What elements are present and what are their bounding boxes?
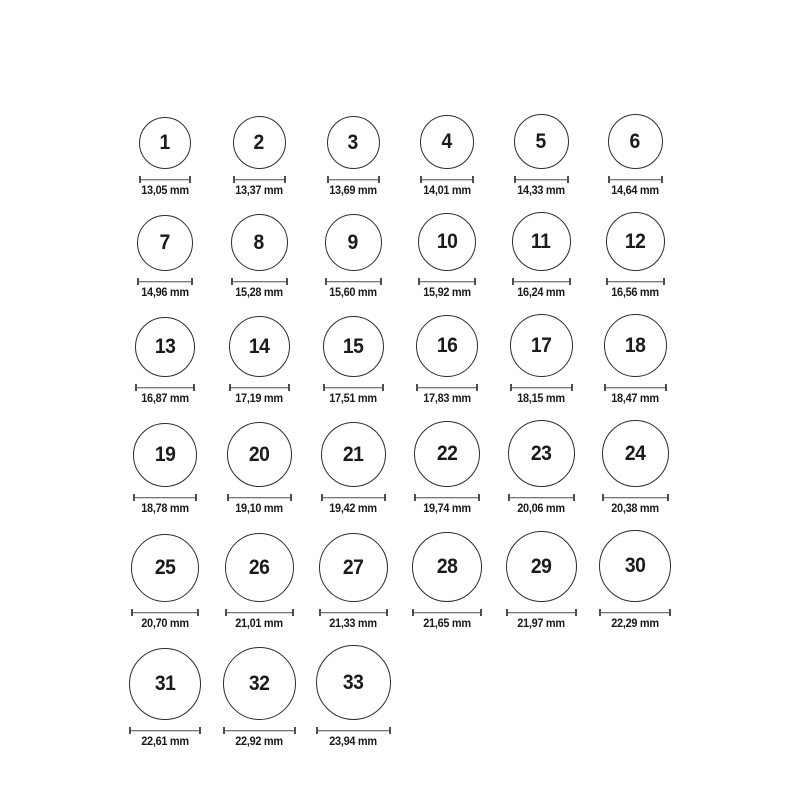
ring-size-cell: [319, 533, 388, 630]
ring-size-cell: [316, 645, 391, 748]
diameter-ruler-icon: [514, 176, 569, 183]
ring-size-number: 26: [248, 555, 270, 579]
ring-size-cell: [416, 315, 478, 405]
ring-size-number: 22: [436, 442, 458, 465]
ring-size-number: 4: [441, 130, 453, 153]
ring-size-cell: [233, 116, 286, 197]
ring-size-cell: [137, 215, 193, 299]
ring-size-number: 23: [530, 441, 552, 465]
ring-size-cell: [508, 420, 575, 515]
diameter-ruler-icon: [131, 609, 199, 616]
diameter-label: 14,33 mm: [517, 185, 565, 197]
ring-size-number: 17: [530, 333, 552, 357]
ring-size-number: 28: [436, 555, 458, 578]
ring-circle: [412, 532, 482, 602]
diameter-ruler-icon: [416, 384, 478, 391]
diameter-ruler-icon: [229, 384, 290, 391]
ring-circle: [319, 533, 388, 602]
diameter-ruler-icon: [420, 176, 474, 183]
diameter-label: 13,69 mm: [329, 185, 377, 197]
ring-size-number: 14: [248, 334, 270, 358]
ring-size-number: 13: [154, 335, 176, 358]
diameter-label: 16,87 mm: [141, 393, 189, 405]
ring-size-cell: [325, 214, 382, 299]
ring-size-cell: [412, 532, 482, 630]
ring-size-number: 29: [530, 554, 552, 578]
diameter-ruler-icon: [602, 494, 669, 501]
diameter-ruler-icon: [319, 609, 388, 616]
ring-size-number: 2: [253, 130, 265, 154]
diameter-label: 17,19 mm: [235, 393, 283, 405]
diameter-label: 21,97 mm: [517, 618, 565, 630]
ring-size-number: 24: [624, 441, 646, 465]
diameter-label: 17,83 mm: [423, 393, 471, 405]
diameter-ruler-icon: [316, 727, 391, 734]
diameter-ruler-icon: [321, 494, 386, 501]
ring-circle: [508, 420, 575, 487]
ring-circle: [129, 648, 201, 720]
diameter-label: 22,61 mm: [141, 736, 189, 748]
diameter-ruler-icon: [418, 278, 476, 285]
ring-circle: [137, 215, 193, 271]
diameter-label: 20,38 mm: [611, 503, 659, 515]
diameter-ruler-icon: [604, 384, 667, 391]
ring-size-number: 9: [347, 230, 359, 254]
diameter-label: 16,24 mm: [517, 287, 565, 299]
ring-size-number: 19: [154, 443, 176, 466]
ring-size-number: 27: [342, 555, 364, 579]
ring-size-cell: [602, 420, 669, 515]
ring-size-cell: [229, 316, 290, 405]
diameter-label: 21,33 mm: [329, 618, 377, 630]
ring-size-number: 11: [531, 229, 551, 253]
diameter-label: 15,92 mm: [423, 287, 471, 299]
diameter-label: 15,60 mm: [329, 287, 377, 299]
ring-size-number: 18: [624, 333, 646, 357]
diameter-ruler-icon: [227, 494, 292, 501]
diameter-ruler-icon: [233, 176, 286, 183]
ring-circle: [602, 420, 669, 487]
diameter-ruler-icon: [510, 384, 573, 391]
ring-circle: [231, 214, 288, 271]
diameter-ruler-icon: [512, 278, 571, 285]
ring-size-number: 30: [624, 554, 646, 577]
ring-circle: [223, 647, 296, 720]
diameter-ruler-icon: [133, 494, 197, 501]
diameter-label: 20,06 mm: [517, 503, 565, 515]
ring-circle: [418, 213, 476, 271]
diameter-ruler-icon: [506, 609, 577, 616]
diameter-label: 18,47 mm: [611, 393, 659, 405]
ring-size-number: 20: [248, 442, 270, 466]
ring-circle: [233, 116, 286, 169]
ring-size-number: 31: [154, 672, 176, 695]
diameter-ruler-icon: [608, 176, 663, 183]
ring-circle: [323, 316, 384, 377]
ring-size-number: 25: [154, 556, 176, 579]
ring-size-cell: [606, 212, 665, 299]
diameter-ruler-icon: [414, 494, 480, 501]
diameter-label: 13,37 mm: [235, 185, 283, 197]
diameter-label: 19,10 mm: [235, 503, 283, 515]
ring-circle: [227, 422, 292, 487]
ring-size-number: 3: [347, 130, 359, 154]
diameter-label: 22,29 mm: [611, 618, 659, 630]
diameter-label: 19,42 mm: [329, 503, 377, 515]
ring-circle: [514, 114, 569, 169]
ring-size-number: 32: [248, 671, 270, 695]
ring-size-cell: [506, 531, 577, 630]
diameter-ruler-icon: [327, 176, 380, 183]
ring-size-number: 10: [436, 230, 458, 253]
ring-circle: [506, 531, 577, 602]
ring-size-cell: [327, 116, 380, 197]
diameter-ruler-icon: [412, 609, 482, 616]
ring-circle: [416, 315, 478, 377]
diameter-ruler-icon: [225, 609, 294, 616]
ring-circle: [135, 317, 195, 377]
ring-size-number: 16: [436, 334, 458, 357]
diameter-label: 14,64 mm: [611, 185, 659, 197]
ring-size-cell: [510, 314, 573, 405]
ring-size-cell: [135, 317, 195, 405]
ring-size-cell: [321, 422, 386, 515]
ring-size-number: 7: [159, 231, 171, 254]
ring-circle: [327, 116, 380, 169]
diameter-label: 21,01 mm: [235, 618, 283, 630]
diameter-ruler-icon: [325, 278, 382, 285]
ring-size-cell: [512, 212, 571, 299]
diameter-label: 15,28 mm: [235, 287, 283, 299]
diameter-label: 22,92 mm: [235, 736, 283, 748]
diameter-label: 19,74 mm: [423, 503, 471, 515]
ring-size-cell: [414, 421, 480, 515]
ring-size-cell: [133, 423, 197, 515]
diameter-label: 23,94 mm: [329, 736, 377, 748]
diameter-label: 13,05 mm: [141, 185, 189, 197]
ring-circle: [606, 212, 665, 271]
ring-circle: [512, 212, 571, 271]
ring-circle: [420, 115, 474, 169]
ring-size-cell: [225, 533, 294, 630]
diameter-label: 14,96 mm: [141, 287, 189, 299]
ring-size-number: 6: [629, 129, 641, 153]
ring-size-number: 12: [624, 229, 646, 253]
diameter-ruler-icon: [508, 494, 575, 501]
ring-circle: [139, 117, 191, 169]
diameter-ruler-icon: [129, 727, 201, 734]
diameter-ruler-icon: [135, 384, 195, 391]
ring-size-number: 5: [535, 129, 547, 153]
ring-size-number: 15: [342, 334, 364, 358]
ring-circle: [510, 314, 573, 377]
ring-circle: [604, 314, 667, 377]
ring-circle: [316, 645, 391, 720]
ring-size-cell: [418, 213, 476, 299]
diameter-ruler-icon: [137, 278, 193, 285]
ring-size-number: 1: [159, 131, 171, 154]
ring-size-cell: [231, 214, 288, 299]
ring-size-number: 33: [342, 670, 364, 694]
diameter-ruler-icon: [231, 278, 288, 285]
ring-circle: [325, 214, 382, 271]
ring-size-cell: [514, 114, 569, 197]
ring-size-cell: [227, 422, 292, 515]
ring-circle: [321, 422, 386, 487]
ring-size-cell: [608, 114, 663, 197]
diameter-label: 16,56 mm: [611, 287, 659, 299]
ring-circle: [225, 533, 294, 602]
ring-size-cell: [139, 117, 191, 197]
ring-circle: [599, 530, 671, 602]
ring-size-cell: [223, 647, 296, 748]
ring-circle: [229, 316, 290, 377]
ring-circle: [131, 534, 199, 602]
diameter-label: 20,70 mm: [141, 618, 189, 630]
diameter-ruler-icon: [223, 727, 296, 734]
ring-size-cell: [131, 534, 199, 630]
diameter-ruler-icon: [323, 384, 384, 391]
diameter-label: 14,01 mm: [423, 185, 471, 197]
diameter-label: 17,51 mm: [329, 393, 377, 405]
ring-circle: [414, 421, 480, 487]
diameter-label: 18,15 mm: [517, 393, 565, 405]
diameter-ruler-icon: [599, 609, 671, 616]
ring-size-cell: [323, 316, 384, 405]
diameter-label: 18,78 mm: [141, 503, 189, 515]
ring-circle: [608, 114, 663, 169]
ring-size-number: 8: [253, 230, 265, 254]
diameter-ruler-icon: [606, 278, 665, 285]
diameter-ruler-icon: [139, 176, 191, 183]
ring-circle: [133, 423, 197, 487]
ring-size-cell: [420, 115, 474, 197]
ring-size-cell: [599, 530, 671, 630]
diameter-label: 21,65 mm: [423, 618, 471, 630]
ring-size-cell: [604, 314, 667, 405]
ring-size-cell: [129, 648, 201, 748]
ring-size-number: 21: [342, 442, 364, 466]
